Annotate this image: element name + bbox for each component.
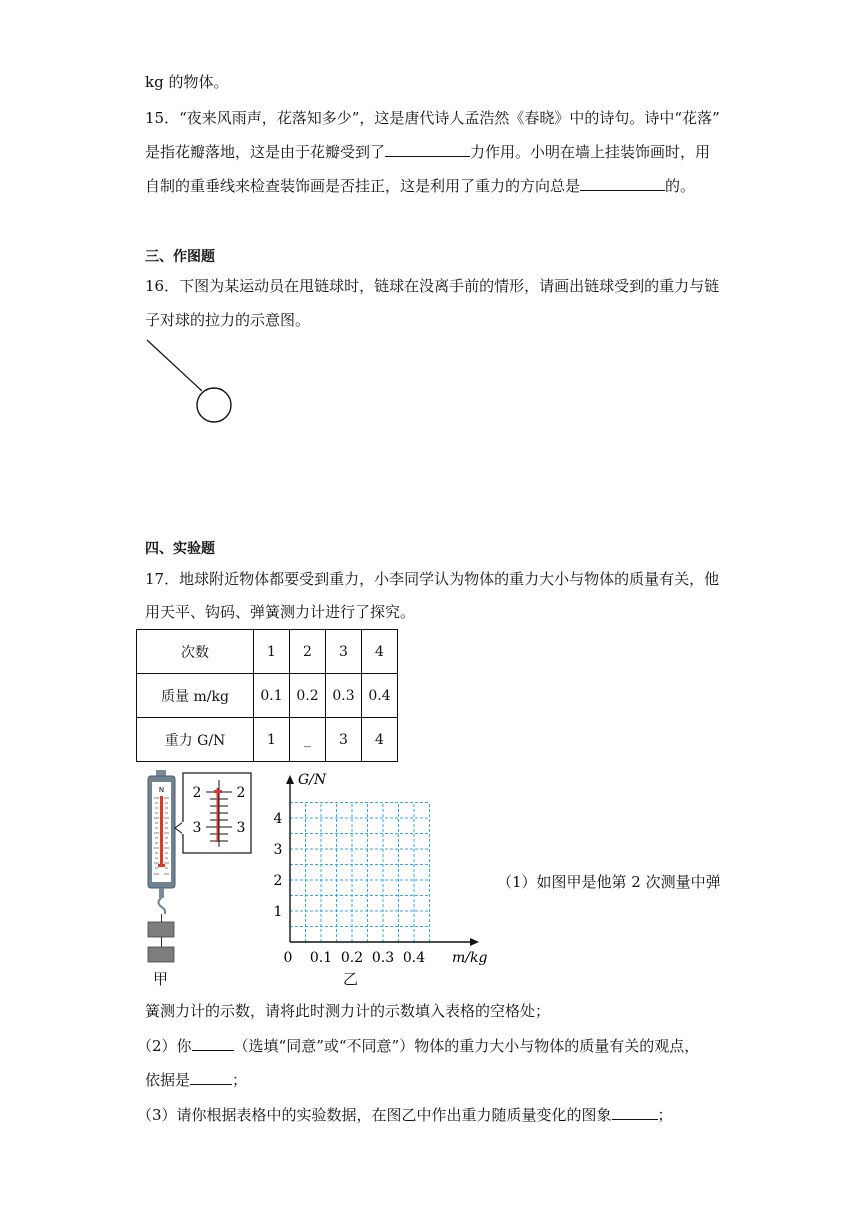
part-2-line-1 xyxy=(137,1036,699,1056)
y-axis-arrow xyxy=(286,775,294,784)
x-tick-label: 0.3 xyxy=(371,950,395,966)
section-heading-experiment: 四、实验题 xyxy=(145,541,215,557)
text: 力作用。小明在墙上挂装饰画时，用 xyxy=(470,143,711,161)
zoom-tick-label: 3 xyxy=(192,820,202,836)
question-15-line-1: 15．“夜来风雨声，花落知多少”，这是唐代诗人孟浩然《春晓》中的诗句。诗中“花落” xyxy=(145,109,720,127)
text: （3）请你根据表格中的实验数据，在图乙中作出重力随质量变化的图象 xyxy=(137,1106,612,1124)
text: 自制的重垂线来检查装饰画是否挂正，这是利用了重力的方向总是 xyxy=(145,177,581,195)
question-15-line-2 xyxy=(145,142,710,162)
y-tick-label: 4 xyxy=(273,811,283,827)
zoom-tick-label: 2 xyxy=(236,785,246,801)
hammer-throw-figure xyxy=(140,335,240,425)
table-cell: 1 xyxy=(254,718,290,762)
zoom-tick-label: 3 xyxy=(236,820,246,836)
part-3-line xyxy=(137,1105,673,1125)
y-axis-label: G/N xyxy=(298,772,327,788)
question-17-line-1: 17．地球附近物体都要受到重力，小李同学认为物体的重力大小与物体的质量有关，他 xyxy=(145,570,720,588)
text: （选填“同意”或“不同意”）物体的重力大小与物体的质量有关的观点， xyxy=(233,1037,700,1055)
figure-label-jia: 甲 xyxy=(153,970,169,988)
y-tick-label: 2 xyxy=(273,873,283,889)
part-1-line-1: （1）如图甲是他第 2 次测量中弹 xyxy=(497,873,721,891)
answer-blank[interactable] xyxy=(612,1105,658,1120)
text: 依据是 xyxy=(145,1071,191,1089)
x-tick-label: 0.4 xyxy=(402,950,426,966)
answer-blank[interactable] xyxy=(190,1070,232,1085)
x-tick-label: 0 xyxy=(283,950,293,966)
x-axis-arrow xyxy=(470,938,479,946)
table-cell: 4 xyxy=(362,630,398,674)
x-tick-label: 0.1 xyxy=(309,950,333,966)
text: （2）你 xyxy=(137,1037,192,1055)
y-tick-label: 1 xyxy=(273,904,283,920)
question-15-line-3 xyxy=(145,176,695,196)
table-cell: 3 xyxy=(326,718,362,762)
answer-blank[interactable] xyxy=(385,142,470,157)
table-cell: 次数 xyxy=(137,630,254,674)
zoom-tick-label: 2 xyxy=(192,785,202,801)
table-cell: 0.1 xyxy=(254,674,290,718)
x-axis-label: m/kg xyxy=(452,950,488,966)
part-2-line-2 xyxy=(145,1070,247,1090)
y-tick-label: 3 xyxy=(273,842,283,858)
question-16-line-2: 子对球的拉力的示意图。 xyxy=(145,311,311,329)
table-cell: 质量 m/kg xyxy=(137,674,254,718)
text-line: kg 的物体。 xyxy=(145,73,229,91)
scale-unit-label: N xyxy=(158,786,165,794)
figure-label-yi: 乙 xyxy=(343,970,359,988)
section-heading-drawing: 三、作图题 xyxy=(145,249,215,265)
table-cell: 重力 G/N xyxy=(137,718,254,762)
text: 是指花瓣落地，这是由于花瓣受到了 xyxy=(145,143,386,161)
text: ； xyxy=(657,1106,673,1124)
table-cell: 3 xyxy=(326,630,362,674)
table-cell: 0.4 xyxy=(362,674,398,718)
table-row xyxy=(137,630,398,674)
question-17-line-2: 用天平、钩码、弹簧测力计进行了探究。 xyxy=(145,603,416,621)
spring-scale-figure xyxy=(140,770,255,970)
x-tick-label: 0.2 xyxy=(340,950,364,966)
part-1-line-2: 簧测力计的示数，请将此时测力计的示数填入表格的空格处； xyxy=(145,1002,551,1020)
answer-blank[interactable] xyxy=(580,176,665,191)
answer-cell[interactable]: _ xyxy=(290,718,326,762)
table-cell: 1 xyxy=(254,630,290,674)
answer-blank[interactable] xyxy=(192,1036,234,1051)
table-row xyxy=(137,718,398,762)
table-cell: 0.3 xyxy=(326,674,362,718)
gravity-mass-graph[interactable] xyxy=(270,770,495,970)
table-cell: 2 xyxy=(290,630,326,674)
table-row xyxy=(137,674,398,718)
question-16-line-1: 16．下图为某运动员在甩链球时，链球在没离手前的情形，请画出链球受到的重力与链 xyxy=(145,277,720,295)
data-table xyxy=(136,629,398,762)
table-cell: 4 xyxy=(362,718,398,762)
text: ； xyxy=(232,1071,248,1089)
table-cell: 0.2 xyxy=(290,674,326,718)
text: 的。 xyxy=(665,177,696,195)
